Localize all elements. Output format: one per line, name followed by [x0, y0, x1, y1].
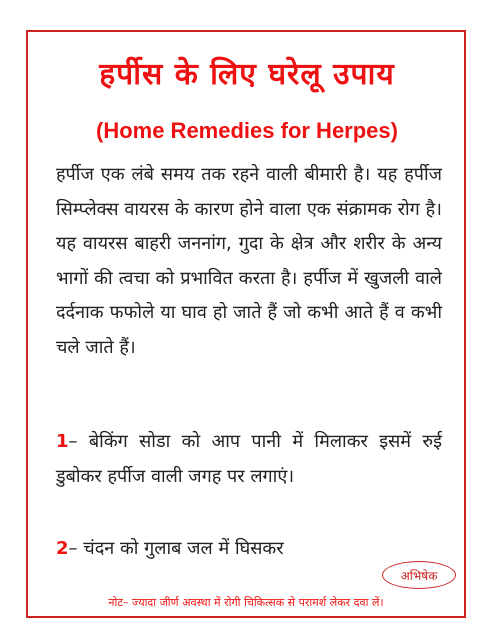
- remedy-separator: –: [68, 538, 84, 559]
- page-subtitle: (Home Remedies for Herpes): [96, 118, 398, 143]
- intro-paragraph: हर्पीज एक लंबे समय तक रहने वाली बीमारी है। यह हर्पीज सिम्प्लेक्स वायरस के कारण होने वाला एक संक्रामक रोग है। यह वायरस बाहरी जननांग, गुदा के क्षेत्र और शरीर के अन्य भागों की त्वचा को प्रभावित करता है। हर्पीज में खुजली वाले दर्दनाक फफोले या घाव हो जाते हैं जो कभी आते हैं व कभी चले जाते हैं।: [56, 164, 442, 358]
- remedy-item-2: [56, 532, 442, 567]
- remedy-text: बेकिंग सोडा को आप पानी में मिलाकर इसमें रुई डुबोकर हर्पीज वाली जगह पर लगाएं।: [56, 431, 442, 487]
- remedy-number: 1: [56, 431, 69, 452]
- author-badge: अभिषेक: [382, 561, 456, 589]
- page-title: हर्पीस के लिए घरेलू उपाय: [99, 57, 395, 92]
- footer-note: नोट– ज्यादा जीर्ण अवस्था में रोगी चिकित्सक से परामर्श लेकर दवा लें।: [108, 596, 384, 609]
- remedy-item-1: [56, 425, 442, 494]
- remedy-separator: –: [68, 431, 89, 452]
- remedy-number: 2: [56, 538, 69, 559]
- remedy-text: चंदन को गुलाब जल में घिसकर: [83, 538, 284, 559]
